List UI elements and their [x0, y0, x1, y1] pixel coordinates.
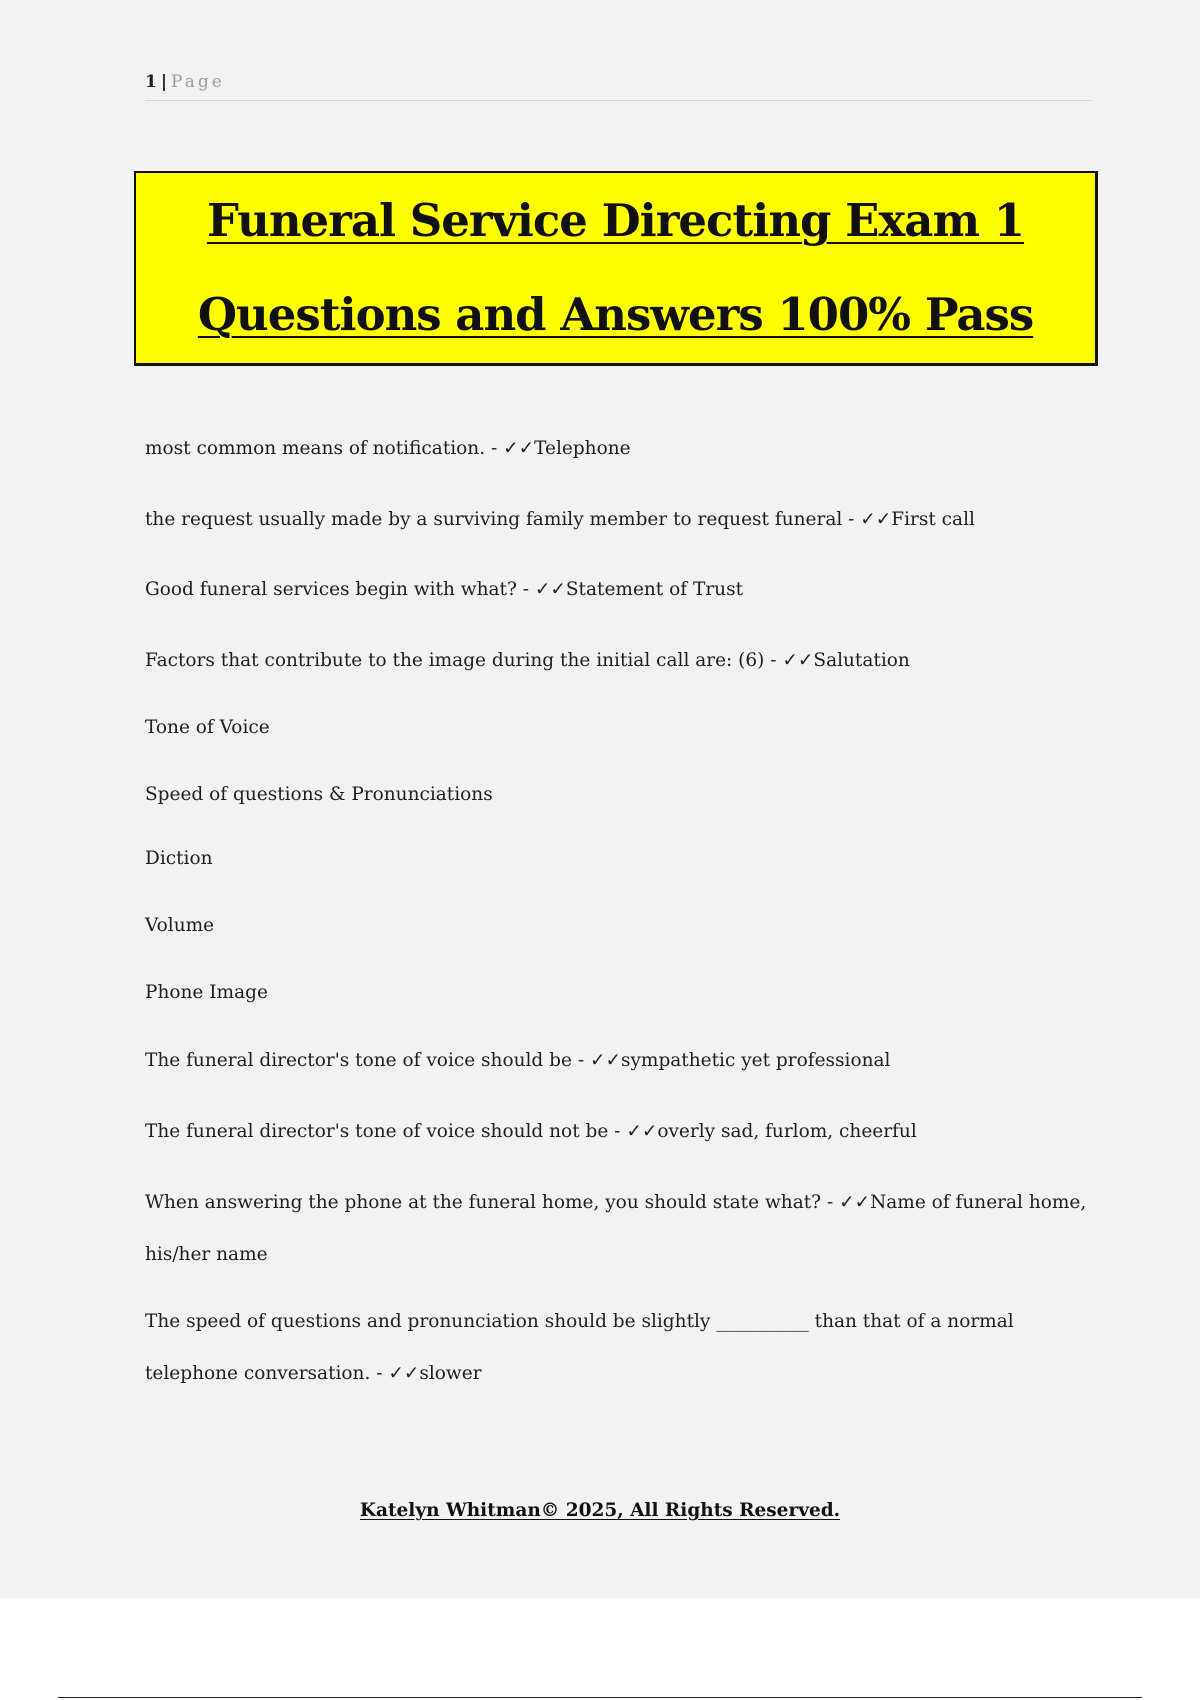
- title-line-1: Funeral Service Directing Exam 1: [206, 194, 1025, 247]
- page-number: 1: [145, 72, 157, 92]
- bottom-rule: [58, 1697, 1142, 1698]
- qa-item-volume: Volume: [145, 915, 215, 936]
- qa-item-diction: Diction: [145, 848, 213, 869]
- qa-item-answering-phone: When answering the phone at the funeral home, you should state what? - ✓✓Name of funeral home, his/her name: [145, 1192, 1087, 1265]
- qa-item-factors: Factors that contribute to the image during the initial call are: (6) - ✓✓Salutation: [145, 650, 910, 671]
- qa-item-tone-of-voice: Tone of Voice: [145, 717, 270, 738]
- qa-item-speed-slower: The speed of questions and pronunciation should be slightly __________ than that of a normal telephone conversation. - ✓✓slower: [145, 1311, 1014, 1384]
- page-separator: |: [160, 72, 168, 92]
- page-label: Page: [171, 72, 225, 92]
- page-header: [145, 72, 1092, 101]
- qa-item-notification: most common means of notification. - ✓✓Telephone: [145, 438, 631, 459]
- qa-item-statement-of-trust: Good funeral services begin with what? - ✓✓Statement of Trust: [145, 579, 744, 600]
- qa-item-first-call: the request usually made by a surviving family member to request funeral - ✓✓First call: [145, 509, 975, 530]
- qa-item-tone-should-be: The funeral director's tone of voice should be - ✓✓sympathetic yet professional: [145, 1050, 891, 1071]
- title-box: [134, 171, 1098, 366]
- qa-item-speed: Speed of questions & Pronunciations: [145, 784, 493, 805]
- qa-item-tone-should-not-be: The funeral director's tone of voice should not be - ✓✓overly sad, furlom, cheerful: [145, 1121, 917, 1142]
- copyright-footer: Katelyn Whitman© 2025, All Rights Reserved.: [359, 1500, 841, 1521]
- title-line-2: Questions and Answers 100% Pass: [197, 288, 1034, 341]
- qa-item-phone-image: Phone Image: [145, 982, 268, 1003]
